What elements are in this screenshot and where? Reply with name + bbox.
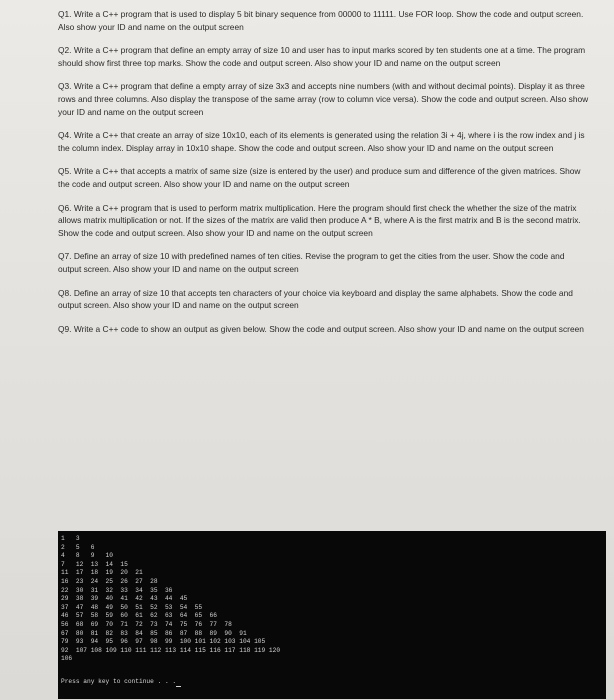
console-line: 16 23 24 25 26 27 28 bbox=[61, 577, 158, 585]
console-line: 92 107 108 109 110 111 112 113 114 115 116 117 118 119 120 bbox=[61, 646, 281, 654]
question-9: Q9. Write a C++ code to show an output as given below. Show the code and output screen. Also show your ID and name on the output screen bbox=[58, 323, 584, 334]
question-2: Q2. Write a C++ program that define an empty array of size 10 and user has to input marks scored by ten students one at a time. The program should show first three top marks. Show the code and output screen. Also show your ID and name on the output screen bbox=[58, 45, 586, 68]
console-line: 1 3 bbox=[61, 535, 80, 542]
console-line: 7 12 13 14 15 bbox=[61, 560, 128, 568]
question-6: Q6. Write a C++ program that is used to perform matrix multiplication. Here the program should first check the whether the size of the matrix allows matrix multiplication or not. If the sizes of the matrix are valid then produce A * B, where A is the first matrix and B is the second matrix. Show the code and output screen. Also show your ID and name on the output screen bbox=[58, 202, 581, 238]
console-line: 4 8 9 10 bbox=[61, 552, 113, 560]
console-line: 29 38 39 40 41 42 43 44 45 bbox=[61, 595, 188, 603]
console-output-screenshot bbox=[58, 531, 606, 699]
console-line: 106 bbox=[61, 655, 73, 663]
console-line: 22 30 31 32 33 34 35 36 bbox=[61, 586, 173, 594]
console-line: 79 93 94 95 96 97 98 99 100 101 102 103 104 105 bbox=[61, 638, 266, 646]
console-line: 67 80 81 82 83 84 85 86 87 88 89 90 91 bbox=[61, 629, 247, 637]
question-1: Q1. Write a C++ program that is used to display 5 bit binary sequence from 00000 to 11111. Use FOR loop. Show the code and output screen. Also show your ID and name on the output screen bbox=[58, 9, 584, 32]
question-list bbox=[58, 8, 590, 346]
question-8: Q8. Define an array of size 10 that accepts ten characters of your choice via keyboard and display the same alphabets. Show the code and output screen. Also show your ID and name on the output screen bbox=[58, 287, 573, 311]
console-line: 56 68 69 70 71 72 73 74 75 76 77 78 bbox=[61, 620, 232, 628]
question-7: Q7. Define an array of size 10 with predefined names of ten cities. Revise the program to get the cities from the user. Show the code and output screen. Also show your ID and name on the output screen bbox=[58, 251, 565, 274]
console-line: 2 5 6 bbox=[61, 543, 95, 551]
console-line: 11 17 18 19 20 21 bbox=[61, 569, 143, 577]
question-4: Q4. Write a C++ that create an array of size 10x10, each of its elements is generated using the relation 3i + 4j, where i is the row index and j is the column index. Display array in 10x10 shape. Show the code and output screen. Also show your ID and name on the output screen bbox=[58, 130, 585, 153]
console-prompt: Press any key to continue . . . bbox=[61, 678, 177, 685]
question-3: Q3. Write a C++ program that define a empty array of size 3x3 and accepts nine numbers (with and without decimal points). Display it as three rows and three columns. Also display the transpose of the same array (row to column vice versa). Show the code and output screen. Also show your ID and name on the output screen bbox=[58, 81, 589, 117]
question-5: Q5. Write a C++ that accepts a matrix of same size (size is entered by the user) and produce sum and difference of the given matrices. Show the code and output screen. Also show your ID and name on the output screen bbox=[58, 166, 581, 189]
console-line: 37 47 48 49 50 51 52 53 54 55 bbox=[61, 603, 203, 611]
console-lines bbox=[61, 535, 280, 664]
console-line: 46 57 58 59 60 61 62 63 64 65 66 bbox=[61, 612, 217, 620]
cursor-icon bbox=[176, 686, 181, 687]
console-prompt-line bbox=[61, 678, 181, 687]
